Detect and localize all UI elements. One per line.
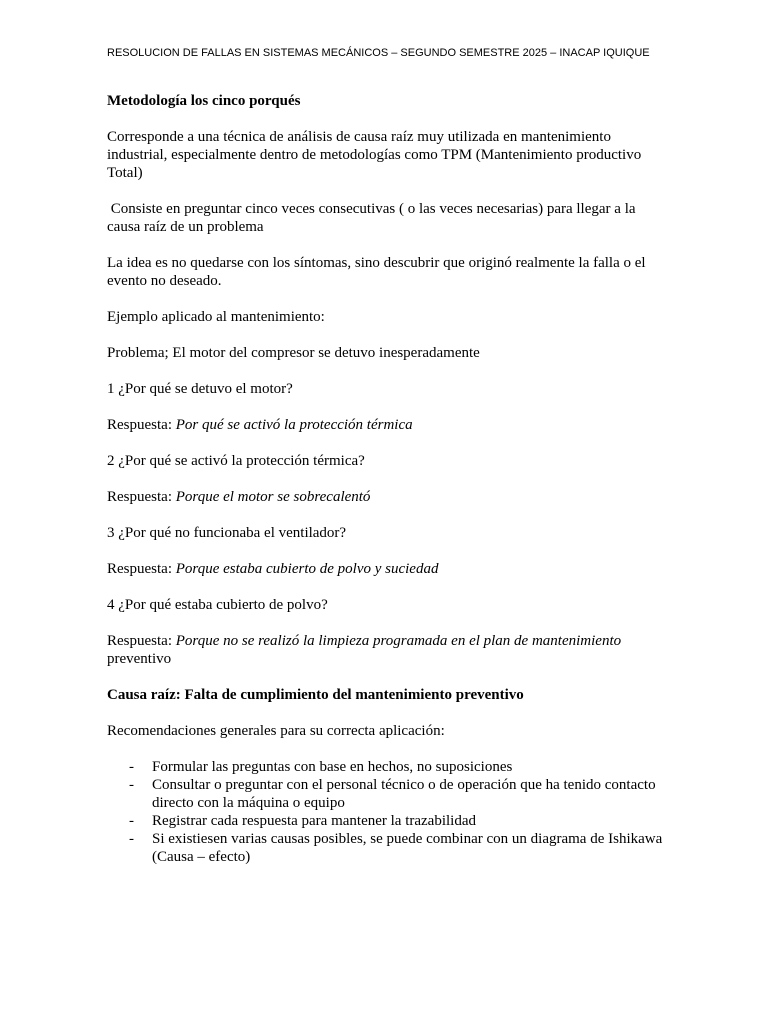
answer-text: Porque estaba cubierto de polvo y suciedad: [175, 561, 439, 577]
paragraph-idea: La idea es no quedarse con los síntomas, sino descubrir que originó realmente la falla o el evento no deseado.: [107, 255, 646, 289]
question-1: 1 ¿Por qué se detuvo el motor?: [107, 381, 293, 397]
list-item: [107, 758, 667, 776]
section-title: Metodología los cinco porqués: [107, 93, 301, 109]
page-header: RESOLUCION DE FALLAS EN SISTEMAS MECÁNICOS – SEGUNDO SEMESTRE 2025 – INACAP IQUIQUE: [107, 47, 650, 59]
bullet-dash: -: [129, 831, 134, 847]
answer-4: [107, 632, 667, 668]
question-3: 3 ¿Por qué no funcionaba el ventilador?: [107, 525, 347, 541]
answer-label: Respuesta:: [107, 417, 176, 433]
recommendations-list: [107, 758, 667, 866]
answer-1: [107, 416, 667, 434]
question-2: 2 ¿Por qué se activó la protección térmica?: [107, 453, 365, 469]
paragraph-definition: Corresponde a una técnica de análisis de causa raíz muy utilizada en mantenimiento industrial, especialmente dentro de metodologías como TPM (Mantenimiento productivo Total): [107, 129, 642, 181]
answer-text: Porque no se realizó la limpieza programada en el plan de mantenimiento: [175, 633, 622, 649]
list-item: [107, 812, 667, 830]
answer-text: Por qué se activó la protección térmica: [175, 417, 413, 433]
answer-3: [107, 560, 667, 578]
list-item-text: Si existiesen varias causas posibles, se puede combinar con un diagrama de Ishikawa (Causa – efecto): [152, 831, 663, 865]
list-item: [107, 776, 667, 812]
bullet-dash: -: [129, 777, 134, 793]
list-item: [107, 830, 667, 866]
question-4: 4 ¿Por qué estaba cubierto de polvo?: [107, 597, 328, 613]
answer-label: Respuesta:: [107, 489, 176, 505]
list-item-text: Formular las preguntas con base en hechos, no suposiciones: [152, 759, 513, 775]
answer-2: [107, 488, 667, 506]
document-body: [107, 92, 667, 866]
paragraph-method: Consiste en preguntar cinco veces consecutivas ( o las veces necesarias) para llegar a la causa raíz de un problema: [107, 201, 640, 235]
answer-label: Respuesta:: [107, 633, 176, 649]
answer-text: Porque el motor se sobrecalentó: [175, 489, 371, 505]
paragraph-problem: Problema; El motor del compresor se detuvo inesperadamente: [107, 345, 480, 361]
answer-label: Respuesta:: [107, 561, 176, 577]
paragraph-example-intro: Ejemplo aplicado al mantenimiento:: [107, 309, 325, 325]
list-item-text: Registrar cada respuesta para mantener la trazabilidad: [152, 813, 477, 829]
answer-tail: preventivo: [107, 651, 172, 667]
list-item-text: Consultar o preguntar con el personal técnico o de operación que ha tenido contacto directo con la máquina o equipo: [152, 777, 656, 811]
bullet-dash: -: [129, 813, 134, 829]
root-cause: Causa raíz: Falta de cumplimiento del mantenimiento preventivo: [107, 687, 524, 703]
bullet-dash: -: [129, 759, 134, 775]
recommendations-intro: Recomendaciones generales para su correcta aplicación:: [107, 723, 445, 739]
